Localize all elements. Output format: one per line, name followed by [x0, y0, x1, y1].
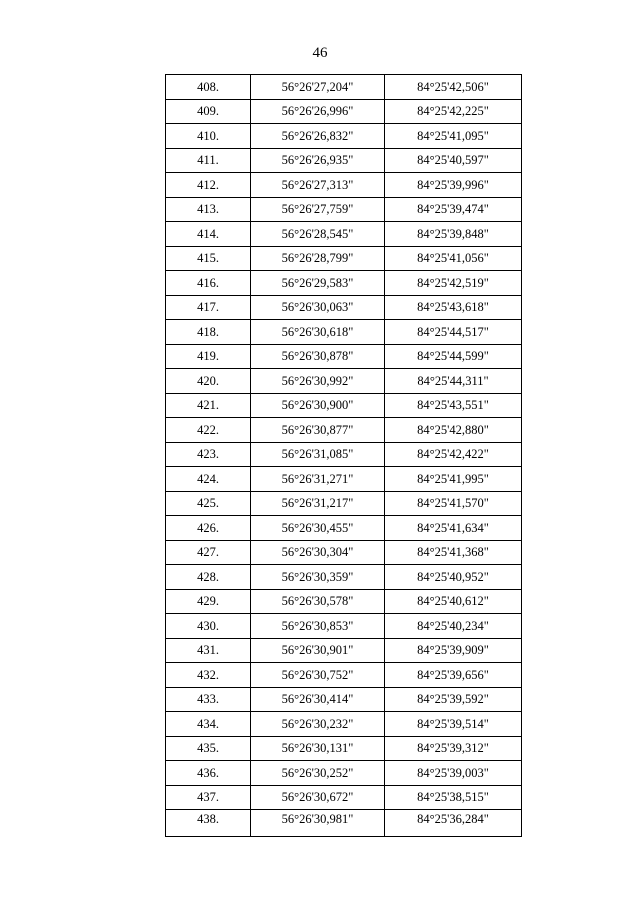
point-number-cell: 432.	[166, 663, 251, 688]
table-row	[166, 467, 522, 492]
point-number-cell: 417.	[166, 295, 251, 320]
point-number-cell: 421.	[166, 393, 251, 418]
point-number-cell: 418.	[166, 320, 251, 345]
page-number: 46	[312, 45, 328, 61]
table-row	[166, 344, 522, 369]
table-row	[166, 320, 522, 345]
point-number-cell: 426.	[166, 516, 251, 541]
point-number-cell: 422.	[166, 418, 251, 443]
point-number-cell: 437.	[166, 785, 251, 810]
point-number-cell: 410.	[166, 124, 251, 149]
latitude-cell: 56°26'31,217"	[251, 491, 385, 516]
longitude-cell: 84°25'39,996"	[385, 173, 522, 198]
point-number-cell: 428.	[166, 565, 251, 590]
longitude-cell: 84°25'40,952"	[385, 565, 522, 590]
latitude-cell: 56°26'30,252"	[251, 761, 385, 786]
longitude-cell: 84°25'44,517"	[385, 320, 522, 345]
longitude-cell: 84°25'40,234"	[385, 614, 522, 639]
point-number-cell: 419.	[166, 344, 251, 369]
latitude-cell: 56°26'26,935"	[251, 148, 385, 173]
longitude-cell: 84°25'36,284"	[385, 810, 522, 837]
latitude-cell: 56°26'30,901"	[251, 638, 385, 663]
longitude-cell: 84°25'39,848"	[385, 222, 522, 247]
point-number-cell: 408.	[166, 75, 251, 100]
latitude-cell: 56°26'30,359"	[251, 565, 385, 590]
table-row	[166, 271, 522, 296]
longitude-cell: 84°25'38,515"	[385, 785, 522, 810]
latitude-cell: 56°26'30,752"	[251, 663, 385, 688]
table-row	[166, 124, 522, 149]
latitude-cell: 56°26'30,414"	[251, 687, 385, 712]
longitude-cell: 84°25'39,656"	[385, 663, 522, 688]
table-row	[166, 761, 522, 786]
point-number-cell: 425.	[166, 491, 251, 516]
latitude-cell: 56°26'30,578"	[251, 589, 385, 614]
point-number-cell: 413.	[166, 197, 251, 222]
coordinates-table	[165, 74, 522, 837]
table-row	[166, 540, 522, 565]
table-row	[166, 75, 522, 100]
longitude-cell: 84°25'39,003"	[385, 761, 522, 786]
point-number-cell: 416.	[166, 271, 251, 296]
table-row	[166, 810, 522, 837]
table-row	[166, 516, 522, 541]
latitude-cell: 56°26'30,992"	[251, 369, 385, 394]
longitude-cell: 84°25'42,519"	[385, 271, 522, 296]
longitude-cell: 84°25'42,506"	[385, 75, 522, 100]
longitude-cell: 84°25'39,909"	[385, 638, 522, 663]
point-number-cell: 436.	[166, 761, 251, 786]
latitude-cell: 56°26'26,996"	[251, 99, 385, 124]
table-row	[166, 491, 522, 516]
latitude-cell: 56°26'30,878"	[251, 344, 385, 369]
table-row	[166, 785, 522, 810]
latitude-cell: 56°26'30,232"	[251, 712, 385, 737]
table-row	[166, 663, 522, 688]
latitude-cell: 56°26'27,204"	[251, 75, 385, 100]
table-row	[166, 393, 522, 418]
longitude-cell: 84°25'41,995"	[385, 467, 522, 492]
longitude-cell: 84°25'41,634"	[385, 516, 522, 541]
table-row	[166, 736, 522, 761]
table-row	[166, 246, 522, 271]
point-number-cell: 429.	[166, 589, 251, 614]
table-row	[166, 173, 522, 198]
point-number-cell: 438.	[166, 810, 251, 837]
latitude-cell: 56°26'30,618"	[251, 320, 385, 345]
point-number-cell: 411.	[166, 148, 251, 173]
point-number-cell: 434.	[166, 712, 251, 737]
latitude-cell: 56°26'30,672"	[251, 785, 385, 810]
point-number-cell: 427.	[166, 540, 251, 565]
latitude-cell: 56°26'27,759"	[251, 197, 385, 222]
point-number-cell: 430.	[166, 614, 251, 639]
latitude-cell: 56°26'30,063"	[251, 295, 385, 320]
table-row	[166, 369, 522, 394]
longitude-cell: 84°25'41,095"	[385, 124, 522, 149]
point-number-cell: 423.	[166, 442, 251, 467]
latitude-cell: 56°26'30,981"	[251, 810, 385, 837]
point-number-cell: 420.	[166, 369, 251, 394]
longitude-cell: 84°25'42,225"	[385, 99, 522, 124]
table-row	[166, 295, 522, 320]
longitude-cell: 84°25'39,474"	[385, 197, 522, 222]
table-row	[166, 222, 522, 247]
table-row	[166, 442, 522, 467]
latitude-cell: 56°26'30,304"	[251, 540, 385, 565]
table-row	[166, 712, 522, 737]
latitude-cell: 56°26'28,545"	[251, 222, 385, 247]
table-row	[166, 418, 522, 443]
longitude-cell: 84°25'41,056"	[385, 246, 522, 271]
point-number-cell: 409.	[166, 99, 251, 124]
coordinates-table-body	[166, 75, 522, 837]
point-number-cell: 431.	[166, 638, 251, 663]
latitude-cell: 56°26'31,085"	[251, 442, 385, 467]
table-row	[166, 614, 522, 639]
point-number-cell: 415.	[166, 246, 251, 271]
table-row	[166, 638, 522, 663]
longitude-cell: 84°25'40,597"	[385, 148, 522, 173]
table-row	[166, 148, 522, 173]
latitude-cell: 56°26'29,583"	[251, 271, 385, 296]
point-number-cell: 424.	[166, 467, 251, 492]
latitude-cell: 56°26'27,313"	[251, 173, 385, 198]
point-number-cell: 412.	[166, 173, 251, 198]
longitude-cell: 84°25'41,368"	[385, 540, 522, 565]
longitude-cell: 84°25'43,551"	[385, 393, 522, 418]
longitude-cell: 84°25'44,311"	[385, 369, 522, 394]
longitude-cell: 84°25'40,612"	[385, 589, 522, 614]
latitude-cell: 56°26'28,799"	[251, 246, 385, 271]
longitude-cell: 84°25'39,514"	[385, 712, 522, 737]
longitude-cell: 84°25'41,570"	[385, 491, 522, 516]
longitude-cell: 84°25'42,422"	[385, 442, 522, 467]
table-row	[166, 99, 522, 124]
longitude-cell: 84°25'39,592"	[385, 687, 522, 712]
table-row	[166, 565, 522, 590]
longitude-cell: 84°25'43,618"	[385, 295, 522, 320]
table-row	[166, 197, 522, 222]
point-number-cell: 414.	[166, 222, 251, 247]
latitude-cell: 56°26'31,271"	[251, 467, 385, 492]
point-number-cell: 433.	[166, 687, 251, 712]
latitude-cell: 56°26'30,853"	[251, 614, 385, 639]
table-row	[166, 589, 522, 614]
table-row	[166, 687, 522, 712]
longitude-cell: 84°25'39,312"	[385, 736, 522, 761]
latitude-cell: 56°26'30,900"	[251, 393, 385, 418]
latitude-cell: 56°26'30,877"	[251, 418, 385, 443]
latitude-cell: 56°26'30,455"	[251, 516, 385, 541]
latitude-cell: 56°26'30,131"	[251, 736, 385, 761]
longitude-cell: 84°25'44,599"	[385, 344, 522, 369]
point-number-cell: 435.	[166, 736, 251, 761]
latitude-cell: 56°26'26,832"	[251, 124, 385, 149]
longitude-cell: 84°25'42,880"	[385, 418, 522, 443]
